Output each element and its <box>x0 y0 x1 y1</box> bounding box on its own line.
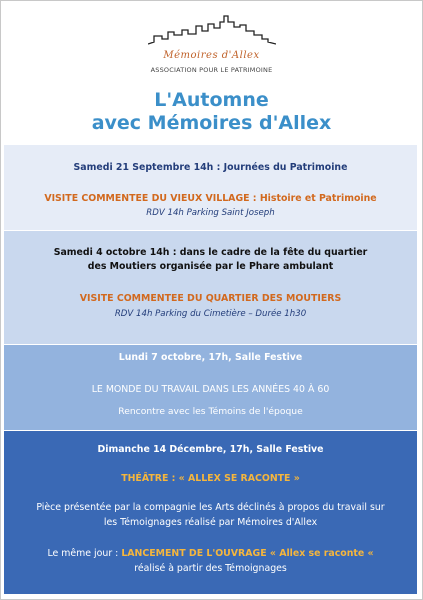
launch-line <box>4 548 417 559</box>
event-date-line-2: des Moutiers organisée par le Phare ambulant <box>87 261 334 272</box>
logo-name: Mémoires d'Allex <box>163 50 260 61</box>
event-detail: Rencontre avec les Témoins de l'époque <box>118 406 303 417</box>
event-description-line-2: les Témoignages réalisé par Mémoires d'Allex <box>103 517 318 528</box>
event-card-4 <box>4 431 417 594</box>
event-title: VISITE COMMENTEE DU VIEUX VILLAGE : Histoire et Patrimoine <box>44 193 377 204</box>
event-date: Dimanche 14 Décembre, 17h, Salle Festive <box>97 444 324 455</box>
launch-title: LANCEMENT DE L'OUVRAGE « Allex se raconte « <box>121 548 374 559</box>
event-date: Lundi 7 octobre, 17h, Salle Festive <box>118 352 303 363</box>
event-date: Samedi 21 Septembre 14h : Journées du Patrimoine <box>73 162 348 173</box>
event-title: LE MONDE DU TRAVAIL DANS LES ANNÉES 40 À 60 <box>91 384 330 395</box>
association-logo <box>0 0 423 84</box>
event-detail: RDV 14h Parking Saint Joseph <box>146 208 275 218</box>
event-description-line-1: Pièce présentée par la compagnie les Arts déclinés à propos du travail sur <box>36 502 385 513</box>
logo-subtitle: ASSOCIATION POUR LE PATRIMOINE <box>150 66 273 74</box>
village-skyline-icon <box>148 12 276 52</box>
event-date-line-1: Samedi 4 octobre 14h : dans le cadre de la fête du quartier <box>53 247 368 258</box>
title-line-1: L'Automne <box>154 89 269 111</box>
launch-prefix: Le même jour : <box>47 548 119 559</box>
event-card-2 <box>4 231 417 345</box>
event-detail: RDV 14h Parking du Cimetière – Durée 1h30 <box>114 309 307 319</box>
event-card-1 <box>4 145 417 231</box>
page-title <box>0 89 423 135</box>
event-card-3 <box>4 345 417 431</box>
event-title: THÉÂTRE : « ALLEX SE RACONTE » <box>121 473 300 484</box>
event-title: VISITE COMMENTEE DU QUARTIER DES MOUTIERS <box>79 293 342 304</box>
title-line-2: avec Mémoires d'Allex <box>91 112 332 134</box>
launch-line-2: réalisé à partir des Témoignages <box>134 563 287 574</box>
